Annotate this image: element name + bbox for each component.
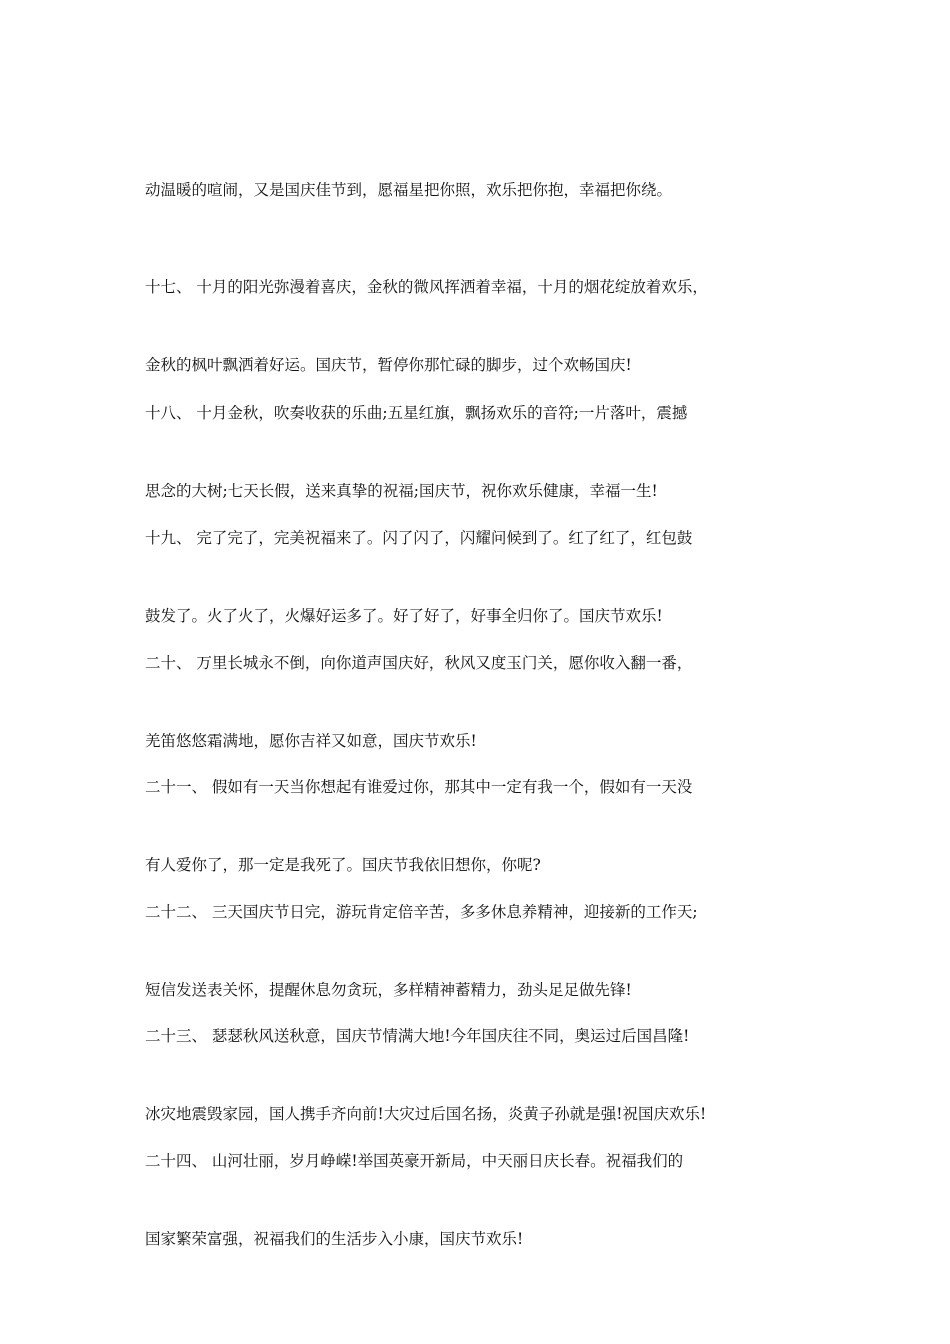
text-line: 二十二、 三天国庆节日完，游玩肯定倍辛苦，多多休息养精神，迎接新的工作天; [145,903,698,921]
text-line: 短信发送表关怀，提醒休息勿贪玩，多样精神蓄精力，劲头足足做先锋! [145,981,632,999]
text-line: 羌笛悠悠霜满地，愿你吉祥又如意，国庆节欢乐! [145,732,477,750]
text-line: 鼓发了。火了火了，火爆好运多了。好了好了，好事全归你了。国庆节欢乐! [145,607,663,625]
text-line: 金秋的枫叶飘洒着好运。国庆节，暂停你那忙碌的脚步，过个欢畅国庆! [145,356,632,374]
text-line: 二十四、 山河壮丽，岁月峥嵘!举国英豪开新局，中天丽日庆长春。祝福我们的 [145,1152,684,1170]
text-line: 二十三、 瑟瑟秋风送秋意，国庆节情满大地!今年国庆往不同，奥运过后国昌隆! [145,1027,690,1045]
text-line: 有人爱你了，那一定是我死了。国庆节我依旧想你，你呢? [145,856,541,874]
text-line: 十七、 十月的阳光弥漫着喜庆，金秋的微风挥洒着幸福，十月的烟花绽放着欢乐， [145,278,708,296]
text-line: 冰灾地震毁家园，国人携手齐向前!大灾过后国名扬，炎黄子孙就是强!祝国庆欢乐! [145,1105,707,1123]
text-line: 二十一、 假如有一天当你想起有谁爱过你，那其中一定有我一个，假如有一天没 [145,778,693,796]
text-line: 二十、 万里长城永不倒，向你道声国庆好，秋风又度玉门关，愿你收入翻一番， [145,654,693,672]
text-line: 思念的大树;七天长假，送来真挚的祝福;国庆节，祝你欢乐健康，幸福一生! [145,482,658,500]
text-line: 十九、 完了完了，完美祝福来了。闪了闪了，闪耀问候到了。红了红了，红包鼓 [145,529,693,547]
text-line: 十八、 十月金秋，吹奏收获的乐曲;五星红旗，飘扬欢乐的音符;一片落叶，震撼 [145,404,688,422]
text-line: 国家繁荣富强，祝福我们的生活步入小康，国庆节欢乐! [145,1230,524,1248]
text-line: 动温暖的喧闹，又是国庆佳节到，愿福星把你照，欢乐把你抱，幸福把你绕。 [145,181,673,199]
paragraph-24 [145,1096,815,1304]
